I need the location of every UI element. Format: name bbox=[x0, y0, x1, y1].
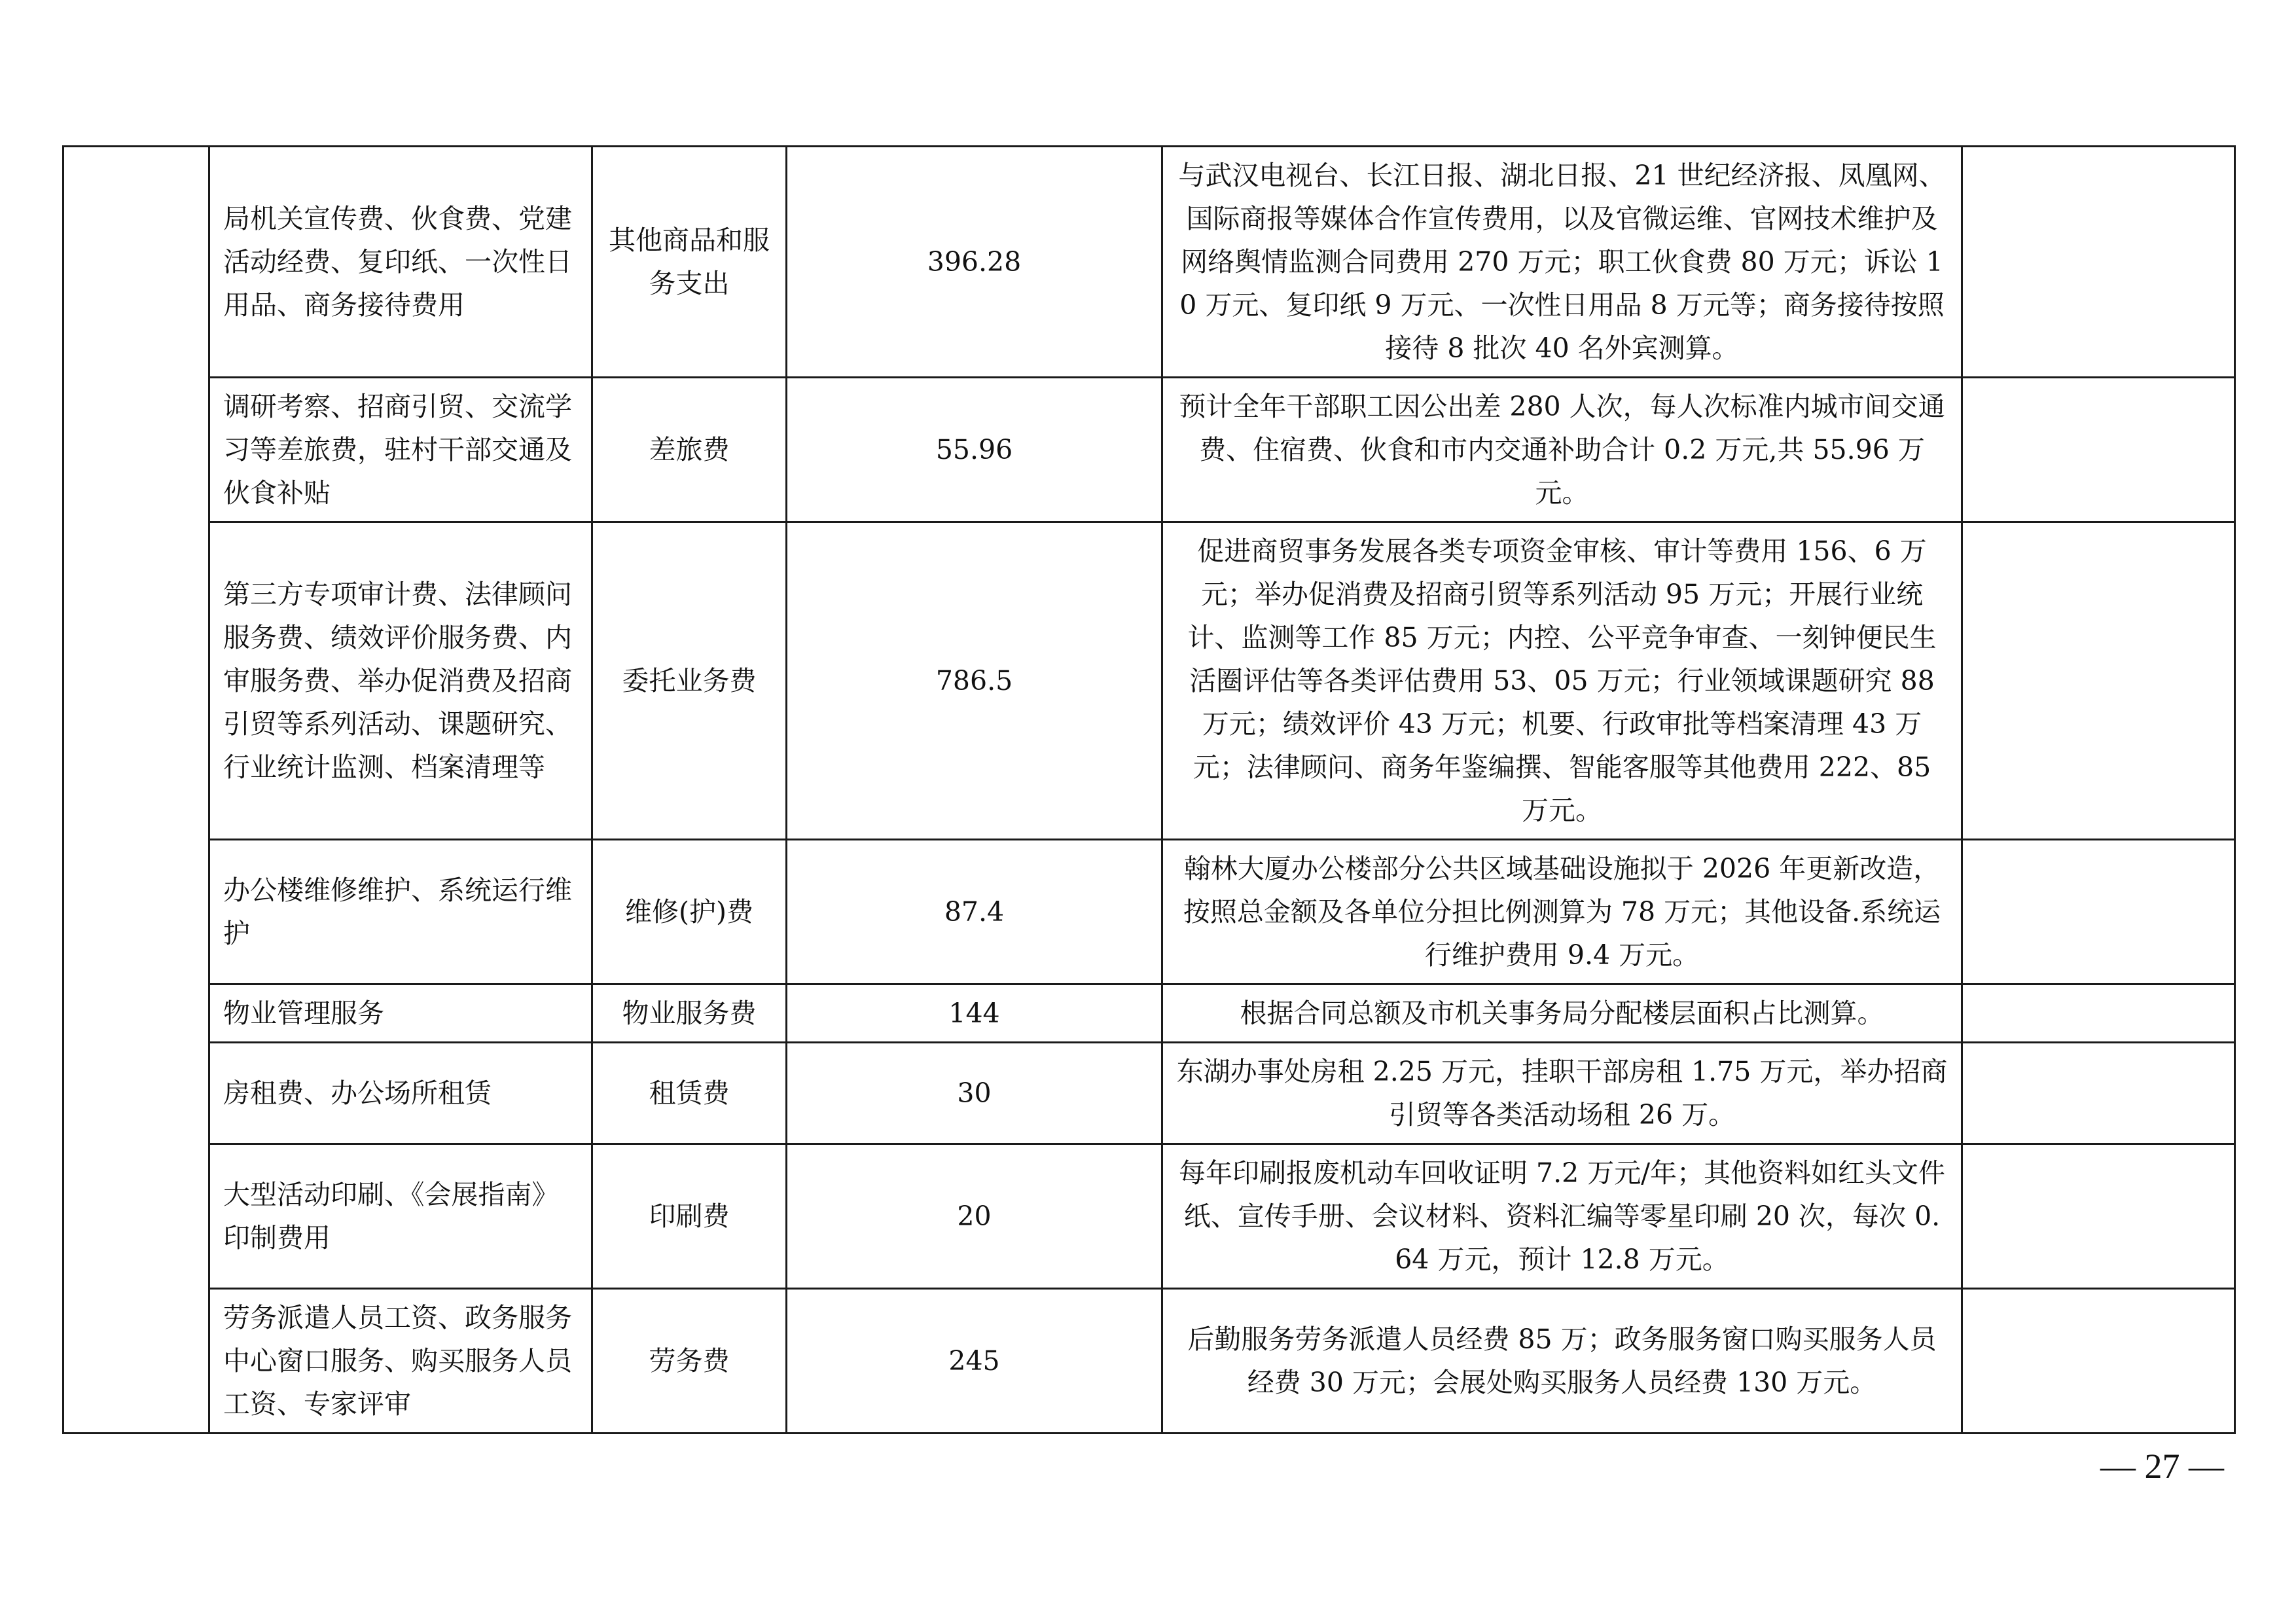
basis-cell: 促进商贸事务发展各类专项资金审核、审计等费用 156、6 万元；举办促消费及招商引贸等系列活动 95 万元；开展行业统计、监测等工作 85 万元；内控、公平竞争审查、一刻钟便民生活圈评估等各类评估费用 53、05 万元；行业领域课题研究 88 万元；绩效评价 43 万元；机要、行政审批等档案清理 43 万元；法律顾问、商务年鉴编撰、智能客服等其他费用 222、85 万元。 bbox=[1162, 522, 1962, 840]
category-cell: 其他商品和服务支出 bbox=[592, 147, 787, 378]
basis-cell: 预计全年干部职工因公出差 280 人次，每人次标准内城市间交通费、住宿费、伙食和市内交通补助合计 0.2 万元,共 55.96 万元。 bbox=[1162, 378, 1962, 522]
purpose-cell: 局机关宣传费、伙食费、党建活动经费、复印纸、一次性日用品、商务接待费用 bbox=[209, 147, 592, 378]
remark-cell bbox=[1962, 984, 2235, 1043]
category-cell: 维修(护)费 bbox=[592, 840, 787, 984]
remark-cell bbox=[1962, 840, 2235, 984]
remark-cell bbox=[1962, 147, 2235, 378]
merged-blank-cell bbox=[63, 147, 209, 1434]
table-row bbox=[63, 1043, 2235, 1144]
amount-cell: 20 bbox=[787, 1144, 1162, 1289]
category-cell: 差旅费 bbox=[592, 378, 787, 522]
purpose-cell: 办公楼维修维护、系统运行维护 bbox=[209, 840, 592, 984]
amount-cell: 786.5 bbox=[787, 522, 1162, 840]
basis-cell: 每年印刷报废机动车回收证明 7.2 万元/年；其他资料如红头文件纸、宣传手册、会议材料、资料汇编等零星印刷 20 次，每次 0.64 万元，预计 12.8 万元。 bbox=[1162, 1144, 1962, 1289]
remark-cell bbox=[1962, 1144, 2235, 1289]
purpose-cell: 调研考察、招商引贸、交流学习等差旅费，驻村干部交通及伙食补贴 bbox=[209, 378, 592, 522]
amount-cell: 245 bbox=[787, 1289, 1162, 1434]
purpose-cell: 劳务派遣人员工资、政务服务中心窗口服务、购买服务人员工资、专家评审 bbox=[209, 1289, 592, 1434]
amount-cell: 87.4 bbox=[787, 840, 1162, 984]
remark-cell bbox=[1962, 522, 2235, 840]
basis-cell: 与武汉电视台、长江日报、湖北日报、21 世纪经济报、凤凰网、国际商报等媒体合作宣传费用，以及官微运维、官网技术维护及网络舆情监测合同费用 270 万元；职工伙食费 80 万元；诉讼 10 万元、复印纸 9 万元、一次性日用品 8 万元等；商务接待按照接待 8 批次 40 名外宾测算。 bbox=[1162, 147, 1962, 378]
table-row bbox=[63, 1144, 2235, 1289]
budget-table bbox=[62, 145, 2236, 1434]
purpose-cell: 大型活动印刷、《会展指南》印制费用 bbox=[209, 1144, 592, 1289]
category-cell: 劳务费 bbox=[592, 1289, 787, 1434]
purpose-cell: 物业管理服务 bbox=[209, 984, 592, 1043]
remark-cell bbox=[1962, 1289, 2235, 1434]
remark-cell bbox=[1962, 378, 2235, 522]
basis-cell: 后勤服务劳务派遣人员经费 85 万；政务服务窗口购买服务人员经费 30 万元；会展处购买服务人员经费 130 万元。 bbox=[1162, 1289, 1962, 1434]
category-cell: 印刷费 bbox=[592, 1144, 787, 1289]
table-row bbox=[63, 522, 2235, 840]
basis-cell: 东湖办事处房租 2.25 万元，挂职干部房租 1.75 万元，举办招商引贸等各类活动场租 26 万。 bbox=[1162, 1043, 1962, 1144]
page-number: — 27 — bbox=[2100, 1447, 2224, 1486]
category-cell: 委托业务费 bbox=[592, 522, 787, 840]
category-cell: 物业服务费 bbox=[592, 984, 787, 1043]
basis-cell: 根据合同总额及市机关事务局分配楼层面积占比测算。 bbox=[1162, 984, 1962, 1043]
amount-cell: 55.96 bbox=[787, 378, 1162, 522]
purpose-cell: 房租费、办公场所租赁 bbox=[209, 1043, 592, 1144]
table-row bbox=[63, 840, 2235, 984]
amount-cell: 396.28 bbox=[787, 147, 1162, 378]
table-row bbox=[63, 1289, 2235, 1434]
remark-cell bbox=[1962, 1043, 2235, 1144]
table-row bbox=[63, 147, 2235, 378]
table-row bbox=[63, 378, 2235, 522]
amount-cell: 144 bbox=[787, 984, 1162, 1043]
amount-cell: 30 bbox=[787, 1043, 1162, 1144]
category-cell: 租赁费 bbox=[592, 1043, 787, 1144]
basis-cell: 翰林大厦办公楼部分公共区域基础设施拟于 2026 年更新改造，按照总金额及各单位分担比例测算为 78 万元；其他设备.系统运行维护费用 9.4 万元。 bbox=[1162, 840, 1962, 984]
table-row bbox=[63, 984, 2235, 1043]
purpose-cell: 第三方专项审计费、法律顾问服务费、绩效评价服务费、内审服务费、举办促消费及招商引贸等系列活动、课题研究、行业统计监测、档案清理等 bbox=[209, 522, 592, 840]
